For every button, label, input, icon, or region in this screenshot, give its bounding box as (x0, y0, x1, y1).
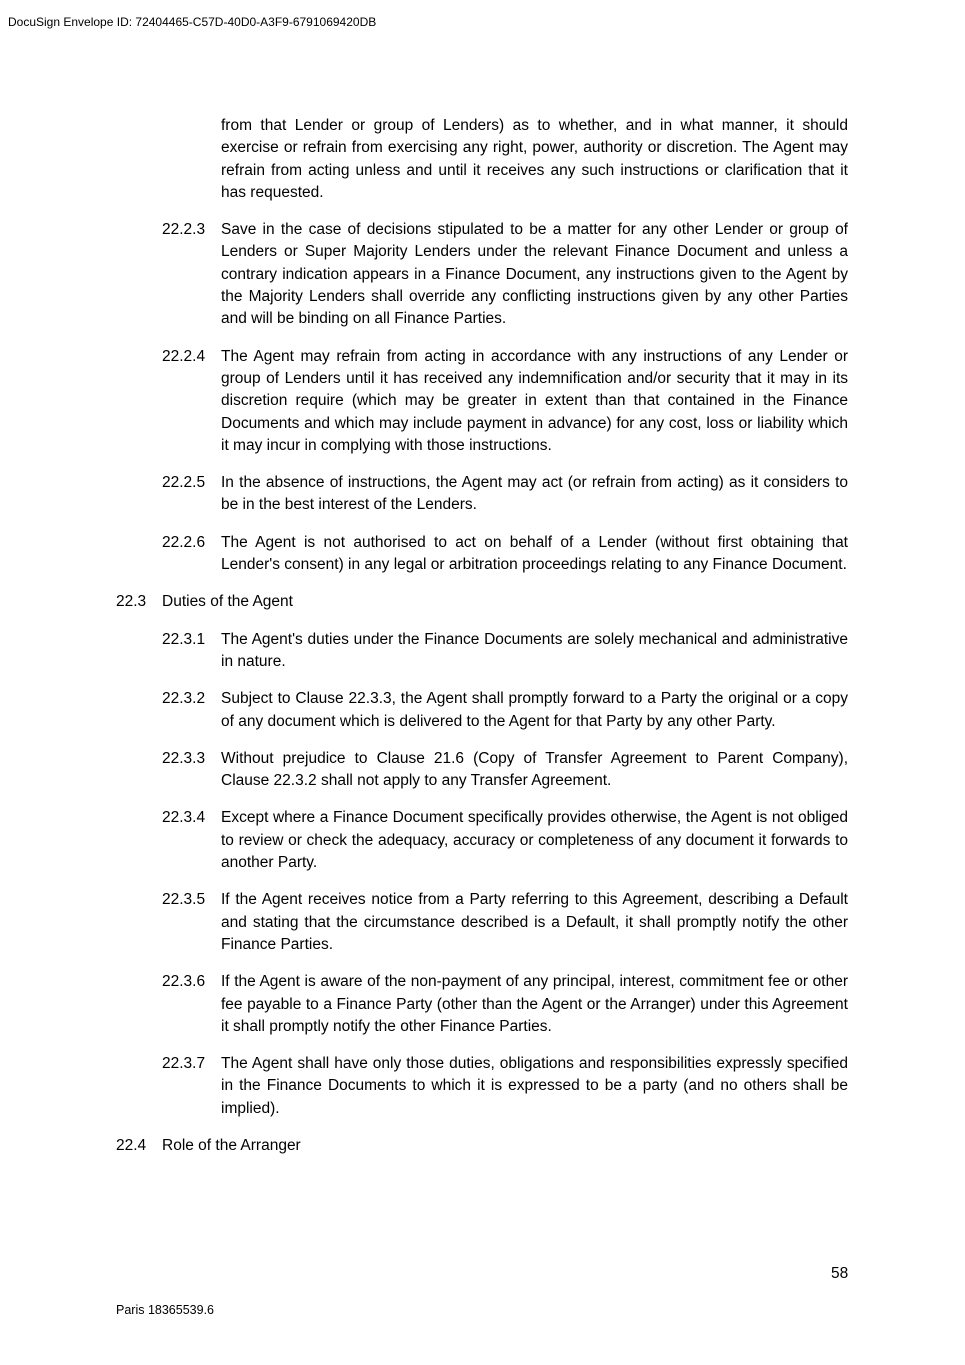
clause-text: The Agent shall have only those duties, obligations and responsibilities expressly specified in the Finance Documents to which it is expressed to be a party (and no others shall be implied). (221, 1055, 848, 1117)
clause-text: Save in the case of decisions stipulated to be a matter for any other Lender or group of Lenders or Super Majority Lenders under the relevant Finance Document and unless a contrary indication appears in a Finance Document, any instructions given to the Agent by the Majority Lenders shall override any conflicting instructions given by any other Parties and will be binding on all Finance Parties. (221, 221, 848, 328)
clause-text: Except where a Finance Document specifically provides otherwise, the Agent is not obliged to review or check the adequacy, accuracy or completeness of any document it forwards to another Party. (221, 809, 848, 872)
clause-number: 22.3.2 (162, 690, 206, 708)
clause-number: 22.3.7 (162, 1055, 206, 1073)
section-22-4-heading (0, 1135, 965, 1157)
clause-number: 22.2.5 (162, 474, 206, 492)
document-body (0, 115, 965, 1172)
clause-22-3-1 (0, 629, 965, 674)
clause-text: The Agent's duties under the Finance Documents are solely mechanical and administrative in nature. (221, 630, 848, 670)
clause-number: 22.3.6 (162, 973, 206, 991)
continuation-paragraph: from that Lender or group of Lenders) as to whether, and in what manner, it should exercise or refrain from exercising any right, power, authority or discretion. The Agent may refrain from acting unless and until it receives any such instructions or clarification that it has requested. (221, 117, 848, 201)
clause-text: The Agent may refrain from acting in accordance with any instructions of any Lender or group of Lenders until it has received any indemnification and/or security that it may in its discretion require (which may be greater in extent than that contained in the Finance Documents and which may include payment in advance) for any cost, loss or liability which it may incur in complying with those instructions. (221, 347, 848, 454)
clause-number: 22.3.3 (162, 749, 206, 767)
clause-22-3-4 (0, 807, 965, 874)
clause-number: 22.3.1 (162, 630, 206, 648)
clause-22-3-2 (0, 688, 965, 733)
clause-22-2-6 (0, 532, 965, 577)
section-title: Role of the Arranger (162, 1136, 301, 1154)
clause-22-2-5 (0, 472, 965, 517)
clause-number: 22.2.6 (162, 533, 206, 551)
page-number: 58 (831, 1265, 849, 1282)
clause-22-3-6 (0, 971, 965, 1038)
section-number: 22.3 (116, 593, 147, 611)
section-title: Duties of the Agent (162, 593, 293, 611)
clause-number: 22.3.5 (162, 891, 206, 909)
clause-22-2-3 (0, 219, 965, 330)
document-reference: Paris 18365539.6 (116, 1303, 214, 1317)
clause-text: If the Agent is aware of the non-payment of any principal, interest, commitment fee or other fee payable to a Finance Party (other than the Agent or the Arranger) under this Agreement it shall promptly notify the other Finance Parties. (221, 973, 848, 1035)
section-number: 22.4 (116, 1136, 147, 1154)
clause-number: 22.2.4 (162, 347, 206, 365)
clause-number: 22.3.4 (162, 809, 206, 827)
section-22-3-heading (0, 591, 965, 613)
clause-22-3-5 (0, 889, 965, 956)
clause-number: 22.2.3 (162, 221, 206, 239)
clause-22-2-4 (0, 346, 965, 457)
clause-text: If the Agent receives notice from a Party referring to this Agreement, describing a Default and stating that the circumstance described is a Default, it shall promptly notify the other Finance Parties. (221, 891, 848, 953)
clause-text: In the absence of instructions, the Agent may act (or refrain from acting) as it considers to be in the best interest of the Lenders. (221, 474, 848, 514)
clause-22-3-7 (0, 1053, 965, 1120)
envelope-id: DocuSign Envelope ID: 72404465-C57D-40D0-A3F9-6791069420DB (8, 15, 377, 29)
clause-text: The Agent is not authorised to act on behalf of a Lender (without first obtaining that Lender's consent) in any legal or arbitration proceedings relating to any Finance Document. (221, 533, 848, 574)
clause-text: Without prejudice to Clause 21.6 (Copy of Transfer Agreement to Parent Company), Clause 22.3.2 shall not apply to any Transfer Agreement. (221, 749, 848, 790)
clause-text: Subject to Clause 22.3.3, the Agent shall promptly forward to a Party the original or a copy of any document which is delivered to the Agent for that Party by any other Party. (221, 690, 848, 730)
clause-22-3-3 (0, 748, 965, 793)
